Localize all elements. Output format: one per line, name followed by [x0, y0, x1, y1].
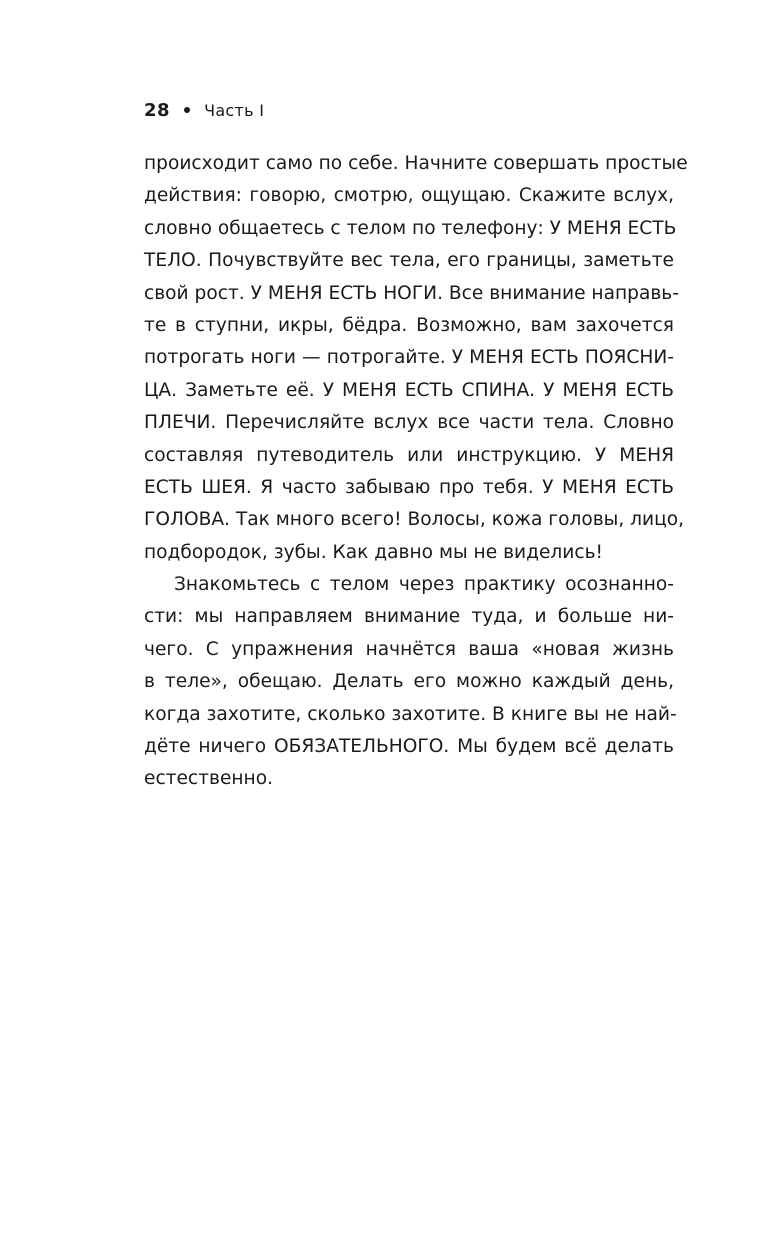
- running-head: [144, 96, 264, 124]
- text-line: в теле», обещаю. Делать его можно каждый день,: [144, 671, 674, 693]
- page-number: 28: [144, 99, 171, 121]
- bullet-separator-icon: [184, 107, 190, 113]
- text-line: действия: говорю, смотрю, ощущаю. Скажите вслух,: [144, 185, 674, 207]
- text-line: когда захотите, сколько захотите. В книге вы не най-: [144, 703, 677, 725]
- paragraph-2: [144, 569, 677, 796]
- part-label: Часть I: [204, 100, 265, 120]
- text-line: составляя путеводитель или инструкцию. У МЕНЯ: [144, 444, 674, 466]
- text-line: ГОЛОВА. Так много всего! Волосы, кожа головы, лицо,: [144, 509, 685, 531]
- text-line: дёте ничего ОБЯЗАТЕЛЬНОГО. Мы будем всё делать: [144, 736, 674, 758]
- text-line: ЕСТЬ ШЕЯ. Я часто забываю про тебя. У МЕНЯ ЕСТЬ: [144, 476, 674, 498]
- text-line: чего. С упражнения начнётся ваша «новая жизнь: [144, 638, 674, 660]
- text-line: ЦА. Заметьте её. У МЕНЯ ЕСТЬ СПИНА. У МЕНЯ ЕСТЬ: [144, 379, 674, 401]
- text-line: подбородок, зубы. Как давно мы не виделись!: [144, 541, 604, 563]
- text-line: происходит само по себе. Начните совершать простые: [144, 153, 688, 174]
- text-line: Знакомьтесь с телом через практику осознанно-: [174, 574, 674, 596]
- text-line: ПЛЕЧИ. Перечисляйте вслух все части тела. Словно: [144, 412, 674, 434]
- text-line: естественно.: [144, 768, 273, 790]
- body-text: [144, 148, 688, 796]
- text-line: словно общаетесь с телом по телефону: У МЕНЯ ЕСТЬ: [144, 217, 677, 239]
- text-line: свой рост. У МЕНЯ ЕСТЬ НОГИ. Все внимание направь-: [144, 282, 679, 304]
- text-line: ТЕЛО. Почувствуйте вес тела, его границы, заметьте: [144, 250, 674, 272]
- text-line: те в ступни, икры, бёдра. Возможно, вам захочется: [144, 314, 674, 336]
- text-line: потрогать ноги — потрогайте. У МЕНЯ ЕСТЬ ПОЯСНИ-: [144, 347, 674, 369]
- paragraph-1: [144, 148, 688, 569]
- text-line: сти: мы направляем внимание туда, и больше ни-: [144, 606, 674, 628]
